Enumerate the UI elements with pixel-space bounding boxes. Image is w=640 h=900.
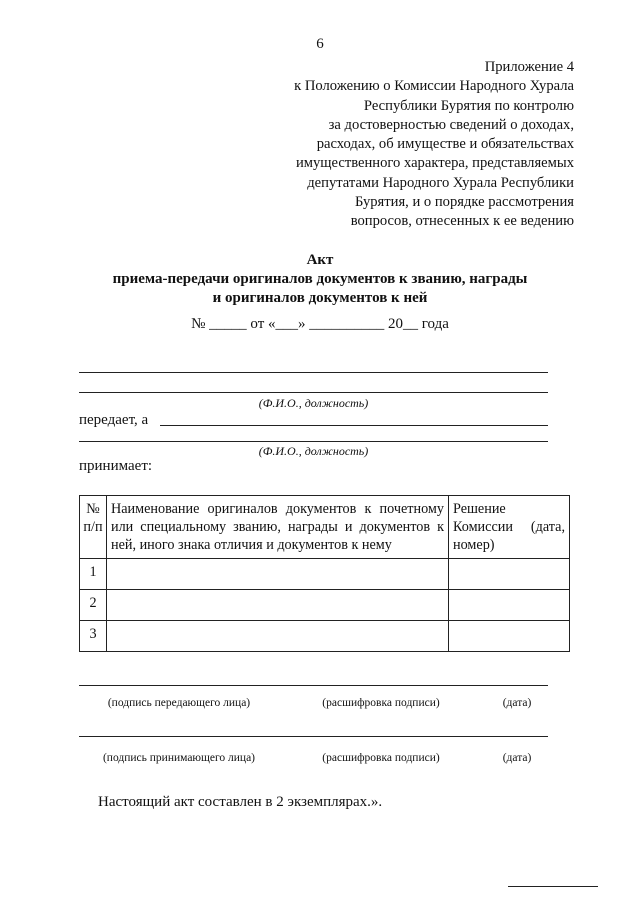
closing-text: Настоящий акт составлен в 2 экземплярах.». — [98, 794, 383, 810]
row-name-cell — [107, 590, 449, 621]
act-subtitle-line1: приема-передачи оригиналов документов к званию, награды — [112, 271, 528, 287]
act-number-line: № _____ от «___» __________ 20__ года — [191, 316, 449, 332]
table-header-row — [80, 496, 570, 559]
appendix-line: депутатами Народного Хурала Республики — [307, 174, 574, 191]
appendix-line: имущественного характера, представляемых — [295, 155, 574, 172]
fio-caption: (Ф.И.О., должность) — [258, 444, 369, 458]
decoding-caption: (расшифровка подписи) — [322, 752, 440, 764]
row-decision-cell — [449, 559, 570, 590]
appendix-line: Республики Бурятия по контролю — [363, 97, 574, 114]
blank-line — [79, 372, 548, 373]
row-name-cell — [107, 559, 449, 590]
date-caption: (дата) — [502, 697, 532, 709]
table-row — [80, 590, 570, 621]
signature-line — [79, 685, 548, 686]
row-decision-cell — [449, 590, 570, 621]
fio-caption: (Ф.И.О., должность) — [258, 396, 369, 410]
header-decision: Решение Комиссии (дата, номер) — [449, 496, 570, 559]
appendix-line: расходах, об имуществе и обязательствах — [316, 136, 574, 153]
decoding-caption: (расшифровка подписи) — [322, 697, 440, 709]
appendix-line: Приложение 4 — [484, 59, 574, 75]
table-row — [80, 559, 570, 590]
footer-divider — [508, 886, 598, 887]
table-row — [80, 621, 570, 652]
act-subtitle-line2: и оригиналов документов к ней — [212, 290, 428, 306]
row-number: 1 — [80, 559, 107, 590]
row-number: 3 — [80, 621, 107, 652]
date-caption: (дата) — [502, 752, 532, 764]
signature-caption: (подпись передающего лица) — [107, 697, 251, 709]
accepts-label: принимает: — [79, 458, 153, 474]
transfers-label: передает, а — [79, 412, 149, 428]
appendix-block — [274, 58, 574, 232]
act-title: Акт — [306, 252, 334, 268]
blank-line — [160, 425, 548, 426]
signature-line — [79, 736, 548, 737]
page-number: 6 — [316, 36, 324, 52]
appendix-line: вопросов, отнесенных к ее ведению — [350, 213, 574, 230]
row-decision-cell — [449, 621, 570, 652]
header-name: Наименование оригиналов документов к почетному или специальному званию, награды и документов к ней, иного знака отличия и документов к нему — [107, 496, 449, 559]
blank-line — [79, 441, 548, 442]
blank-line — [79, 392, 548, 393]
appendix-line: Бурятия, и о порядке рассмотрения — [354, 194, 574, 211]
documents-table — [79, 495, 570, 652]
header-number: № п/п — [80, 496, 107, 559]
appendix-line: к Положению о Комиссии Народного Хурала — [294, 78, 574, 95]
signature-caption: (подпись принимающего лица) — [102, 752, 256, 764]
row-name-cell — [107, 621, 449, 652]
row-number: 2 — [80, 590, 107, 621]
appendix-line: за достоверностью сведений о доходах, — [328, 116, 574, 133]
